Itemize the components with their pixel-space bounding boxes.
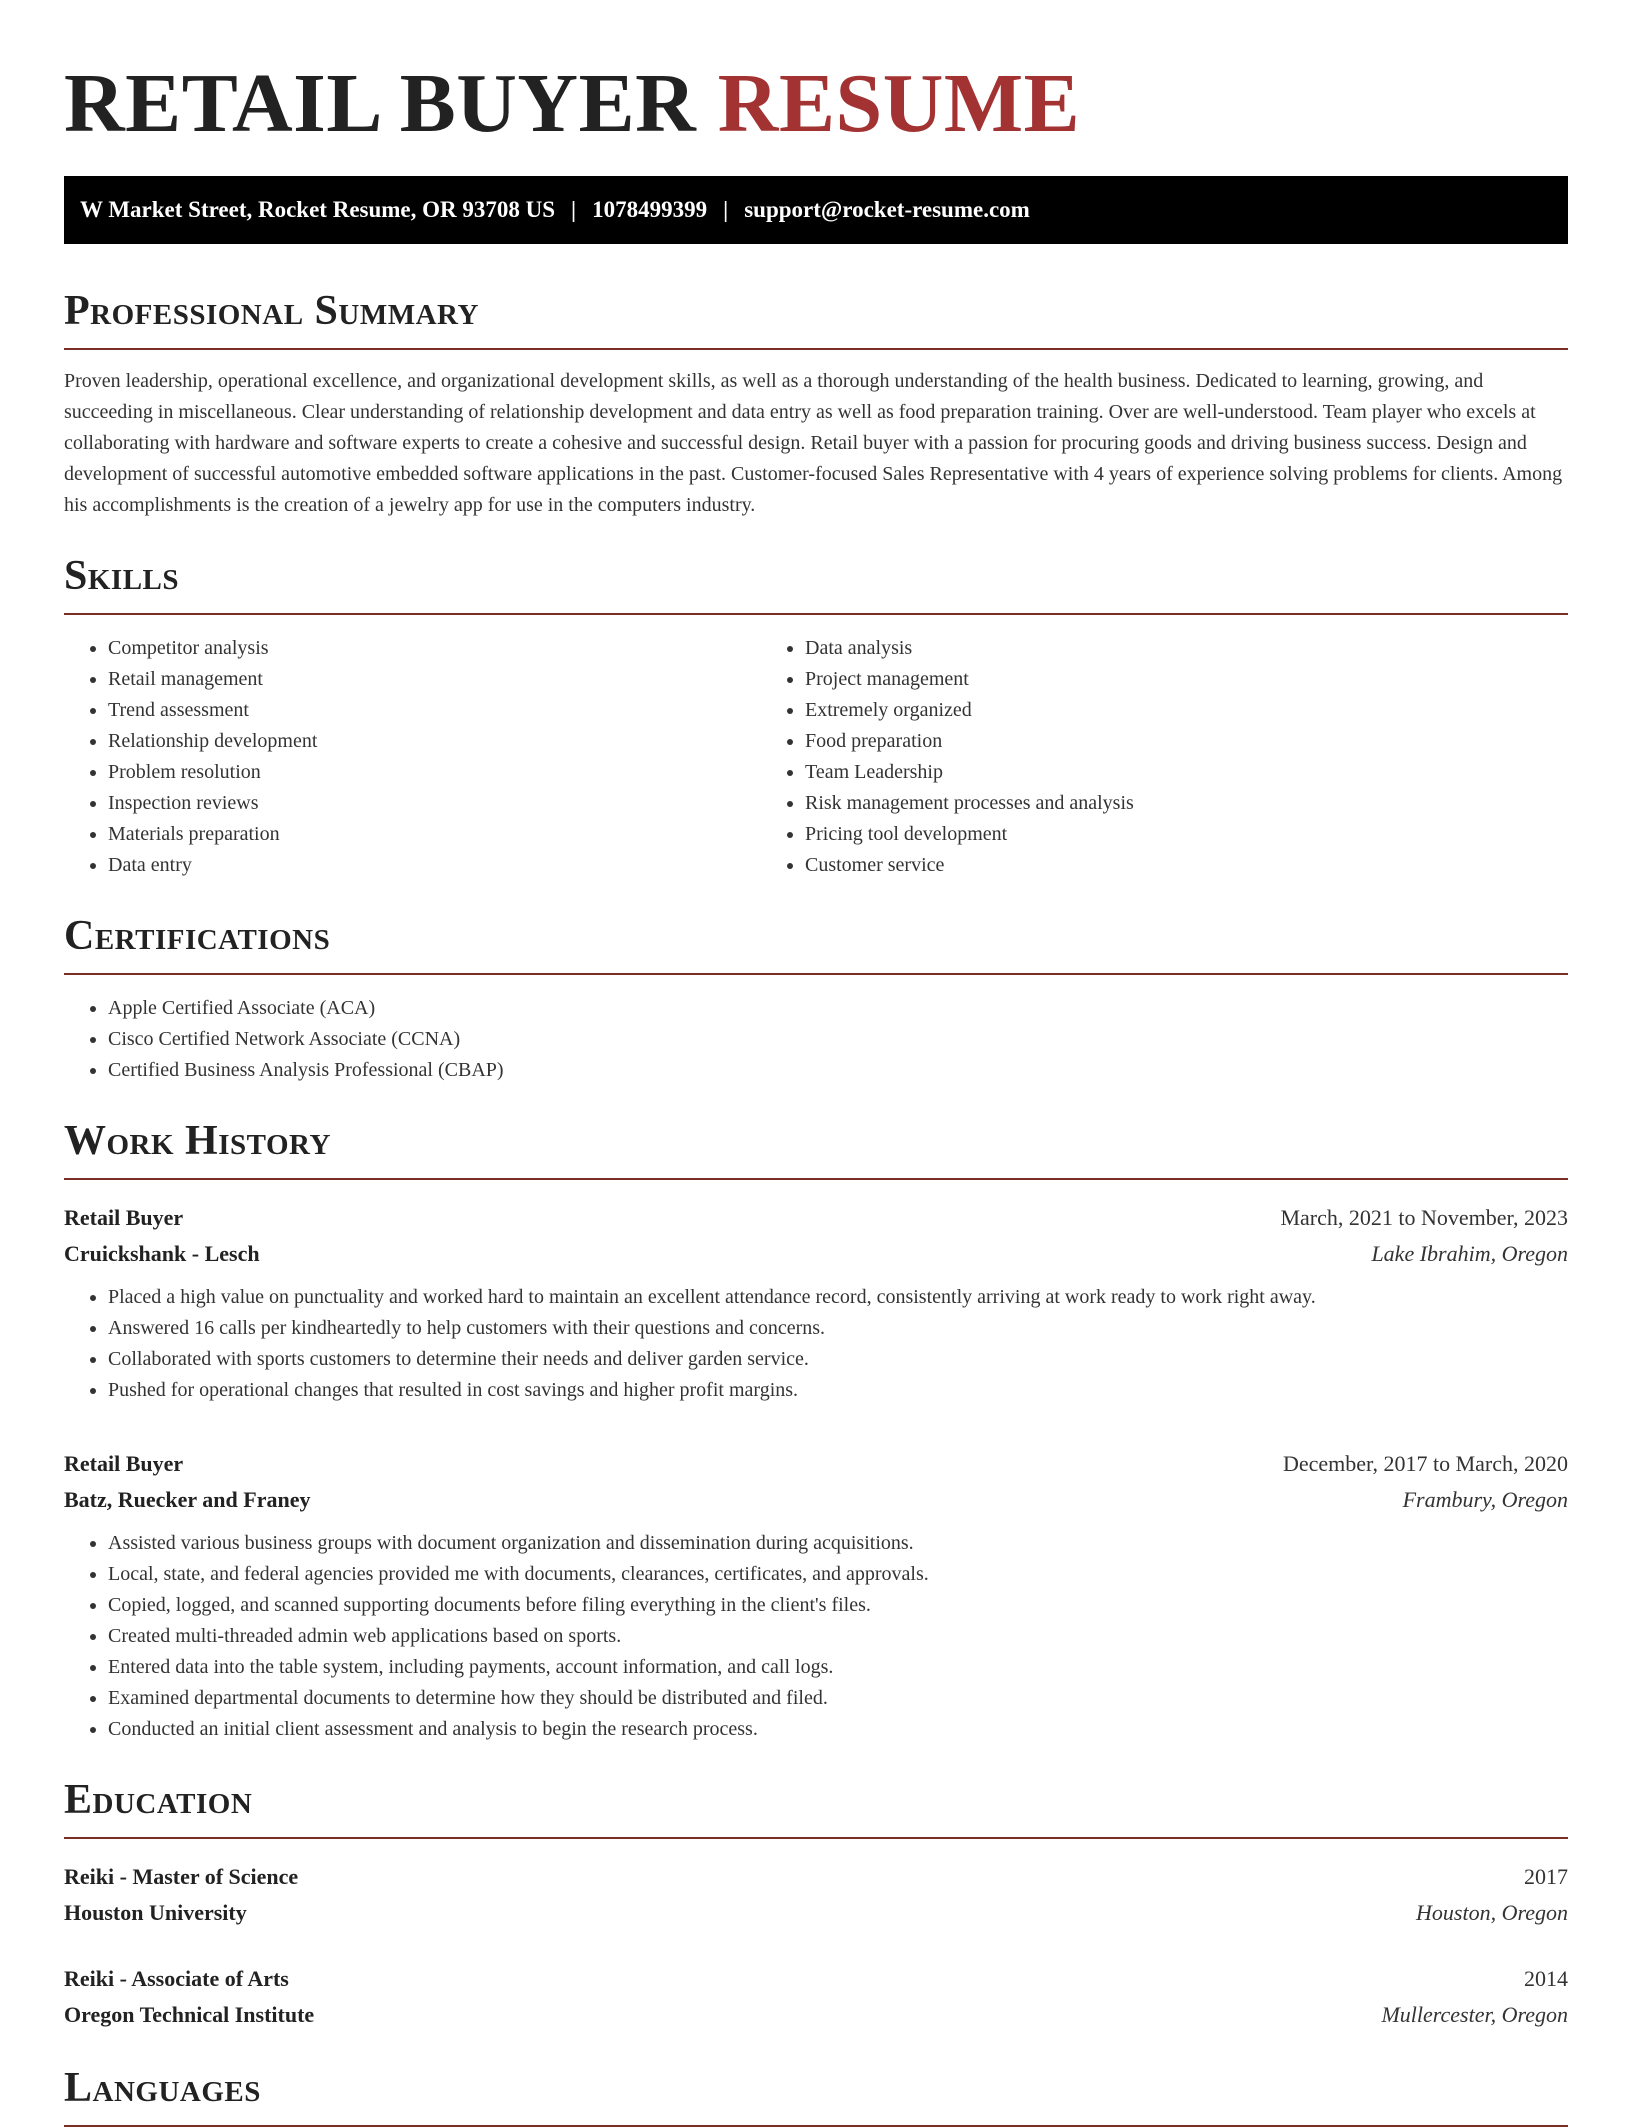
job-company-row [64,1482,1568,1518]
education-degree-row [64,1961,1568,1997]
job-duties-list [64,1528,1568,1745]
certifications-heading: Certifications [64,911,1568,975]
summary-section [64,286,1568,521]
certifications-section [64,911,1568,1086]
education-heading: Education [64,1775,1568,1839]
job-duty-item: • Placed a high value on punctuality and worked hard to maintain an excellent attendance record, consistently arriving at work ready to work right away. [108,1282,1568,1313]
skill-item: • Inspection reviews [108,788,761,819]
education-entry [64,1961,1568,2033]
education-school: Oregon Technical Institute [64,2002,315,2027]
skill-item: • Extremely organized [805,695,1568,726]
job-duties-list [64,1282,1568,1406]
work-history-section [64,1116,1568,1745]
job-duty-item: • Collaborated with sports customers to determine their needs and deliver garden service. [108,1344,1568,1375]
education-section [64,1775,1568,2033]
skill-item: • Competitor analysis [108,633,761,664]
job-duty-item: • Assisted various business groups with document organization and dissemination during acquisitions. [108,1528,1568,1559]
skill-item: • Trend assessment [108,695,761,726]
job-duty-item: • Answered 16 calls per kindheartedly to help customers with their questions and concerns. [108,1313,1568,1344]
contact-phone: 1078499399 [592,197,708,222]
education-location: Houston, Oregon [1416,1900,1568,1925]
job-duty-item: • Entered data into the table system, including payments, account information, and call logs. [108,1652,1568,1683]
skill-item: • Food preparation [805,726,1568,757]
contact-separator: | [571,197,577,222]
job-company: Cruickshank - Lesch [64,1241,260,1266]
job-title: Retail Buyer [64,1205,184,1230]
job-title: Retail Buyer [64,1451,184,1476]
education-year: 2014 [1524,1966,1568,1991]
skill-item: • Problem resolution [108,757,761,788]
skill-item: • Pricing tool development [805,819,1568,850]
skill-item: • Materials preparation [108,819,761,850]
skill-item: • Team Leadership [805,757,1568,788]
skills-columns [64,633,1568,881]
skills-heading: Skills [64,551,1568,615]
certification-item: • Certified Business Analysis Professional (CBAP) [108,1055,1568,1086]
job-company-row [64,1236,1568,1272]
title-accent: RESUME [717,57,1081,150]
languages-section [64,2063,1568,2127]
education-year: 2017 [1524,1864,1568,1889]
resume-title [64,54,1568,154]
work-history-heading: Work History [64,1116,1568,1180]
skill-item: • Retail management [108,664,761,695]
summary-text: Proven leadership, operational excellence, and organizational development skills, as well as a thorough understanding of the health business. Dedicated to learning, growing, and succeeding in miscellaneous. Clear understanding of relationship development and data entry as well as food preparation training. Over are well-understood. Team player who excels at collaborating with hardware and software experts to create a cohesive and successful design. Retail buyer with a passion for procuring goods and driving business success. Design and development of successful automotive embedded software applications in the past. Customer-focused Sales Representative with 4 years of experience solving problems for clients. Among his accomplishments is the creation of a jewelry app for use in the computers industry. [64,370,1563,516]
education-degree-row [64,1859,1568,1895]
education-location: Mullercester, Oregon [1381,2002,1568,2027]
contact-email: support@rocket-resume.com [744,197,1030,222]
education-school: Houston University [64,1900,247,1925]
job-dates: March, 2021 to November, 2023 [1280,1205,1568,1230]
job-duty-item: • Conducted an initial client assessment and analysis to begin the research process. [108,1714,1568,1745]
education-school-row [64,1997,1568,2033]
skill-item: • Data entry [108,850,761,881]
skill-item: • Risk management processes and analysis [805,788,1568,819]
education-degree: Reiki - Master of Science [64,1864,299,1889]
certifications-list [64,993,1568,1086]
education-degree: Reiki - Associate of Arts [64,1966,289,1991]
job-duty-item: • Pushed for operational changes that resulted in cost savings and higher profit margins. [108,1375,1568,1406]
certification-item: • Apple Certified Associate (ACA) [108,993,1568,1024]
job-entry [64,1200,1568,1406]
education-school-row [64,1895,1568,1931]
job-header-row [64,1200,1568,1236]
skills-list-left [64,633,761,881]
title-main: RETAIL BUYER [64,57,697,150]
skill-item: • Project management [805,664,1568,695]
job-dates: December, 2017 to March, 2020 [1282,1451,1568,1476]
summary-heading: Professional Summary [64,286,1568,350]
job-entry [64,1446,1568,1745]
skills-section [64,551,1568,881]
skill-item: • Relationship development [108,726,761,757]
contact-address: W Market Street, Rocket Resume, OR 93708 US [80,197,556,222]
contact-separator: | [723,197,729,222]
job-duty-item: • Examined departmental documents to determine how they should be distributed and filed. [108,1683,1568,1714]
job-location: Frambury, Oregon [1402,1487,1568,1512]
skill-item: • Customer service [805,850,1568,881]
certification-item: • Cisco Certified Network Associate (CCNA) [108,1024,1568,1055]
job-header-row [64,1446,1568,1482]
job-duty-item: • Created multi-threaded admin web applications based on sports. [108,1621,1568,1652]
job-location: Lake Ibrahim, Oregon [1371,1241,1568,1266]
skills-list-right [761,633,1568,881]
skill-item: • Data analysis [805,633,1568,664]
job-duty-item: • Local, state, and federal agencies provided me with documents, clearances, certificates, and approvals. [108,1559,1568,1590]
languages-heading: Languages [64,2063,1568,2127]
job-duty-item: • Copied, logged, and scanned supporting documents before filing everything in the client's files. [108,1590,1568,1621]
education-entry [64,1859,1568,1931]
contact-bar [64,176,1568,244]
job-company: Batz, Ruecker and Franey [64,1487,311,1512]
